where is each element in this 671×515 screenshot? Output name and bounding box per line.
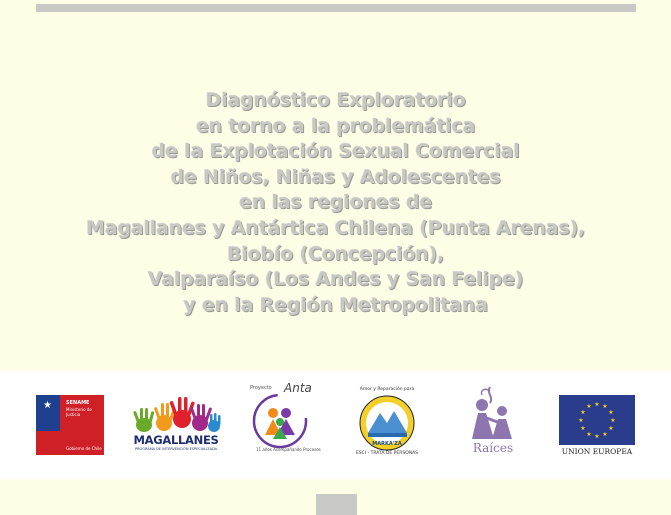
family-tree-icon [460,383,526,443]
sename-name: SENAME [66,400,90,406]
eu-name: UNION EUROPEA [561,447,633,456]
svg-text:★: ★ [608,425,614,432]
title-line: Biobío (Concepción), [226,242,445,265]
title-line: Valparaíso (Los Andes y San Felipe) [147,268,524,291]
sename-ministry: Ministerio de Justicia [66,407,92,417]
partner-logos-band [0,371,671,479]
title-line: Magallanes y Antártica Chilena (Punta Arenas), [86,216,585,239]
title-line: en las regiones de [239,191,432,214]
markaza-top-text: Amor y Reparación para [359,387,415,392]
svg-text:★: ★ [594,433,600,440]
title-line: de Niños, Niñas y Adolescentes [170,165,501,188]
page-tab [316,494,357,515]
hands-icon [130,395,222,435]
anta-prefix: Proyecto [250,385,272,391]
top-divider [36,4,636,12]
eu-stars-icon [559,395,635,445]
magallanes-logo [130,395,222,455]
markaza-logo [352,387,422,459]
svg-text:★: ★ [586,431,592,438]
svg-text:★: ★ [610,417,616,424]
eu-logo [558,395,636,457]
report-title [40,88,631,318]
mountain-emblem-icon [352,393,422,453]
anta-logo [248,381,321,457]
people-circle-icon [248,389,318,449]
svg-text:★: ★ [602,403,608,410]
anta-name: Anta [284,381,312,395]
svg-text:★: ★ [602,431,608,438]
sename-logo [36,395,104,455]
magallanes-subtitle: PROGRAMA DE INTERVENCIÓN ESPECIALIZADA [134,447,218,451]
anta-tagline: 11 años Acompañando Procesos [256,447,321,452]
star-icon: ★ [43,400,52,411]
markaza-name: MARKA'ZA [372,441,402,447]
title-line: Diagnóstico Exploratorio [205,89,466,111]
svg-text:★: ★ [608,409,614,416]
magallanes-name: MAGALLANES [133,433,219,447]
title-line: y en la Región Metropolitana [183,293,488,316]
svg-text:★: ★ [580,409,586,416]
eu-flag [559,395,635,445]
sename-government: Gobierno de Chile [66,446,102,451]
svg-text:★: ★ [578,417,584,424]
title-line: de la Explotación Sexual Comercial [151,140,520,163]
markaza-bottom-text: ESCI - TRATA DE PERSONAS [355,451,419,456]
title-line: en torno a la problemática [195,114,476,137]
svg-text:★: ★ [594,401,600,408]
svg-text:★: ★ [580,425,586,432]
svg-text:★: ★ [586,403,592,410]
raices-logo [460,383,526,457]
raices-name: Raíces [472,441,514,455]
